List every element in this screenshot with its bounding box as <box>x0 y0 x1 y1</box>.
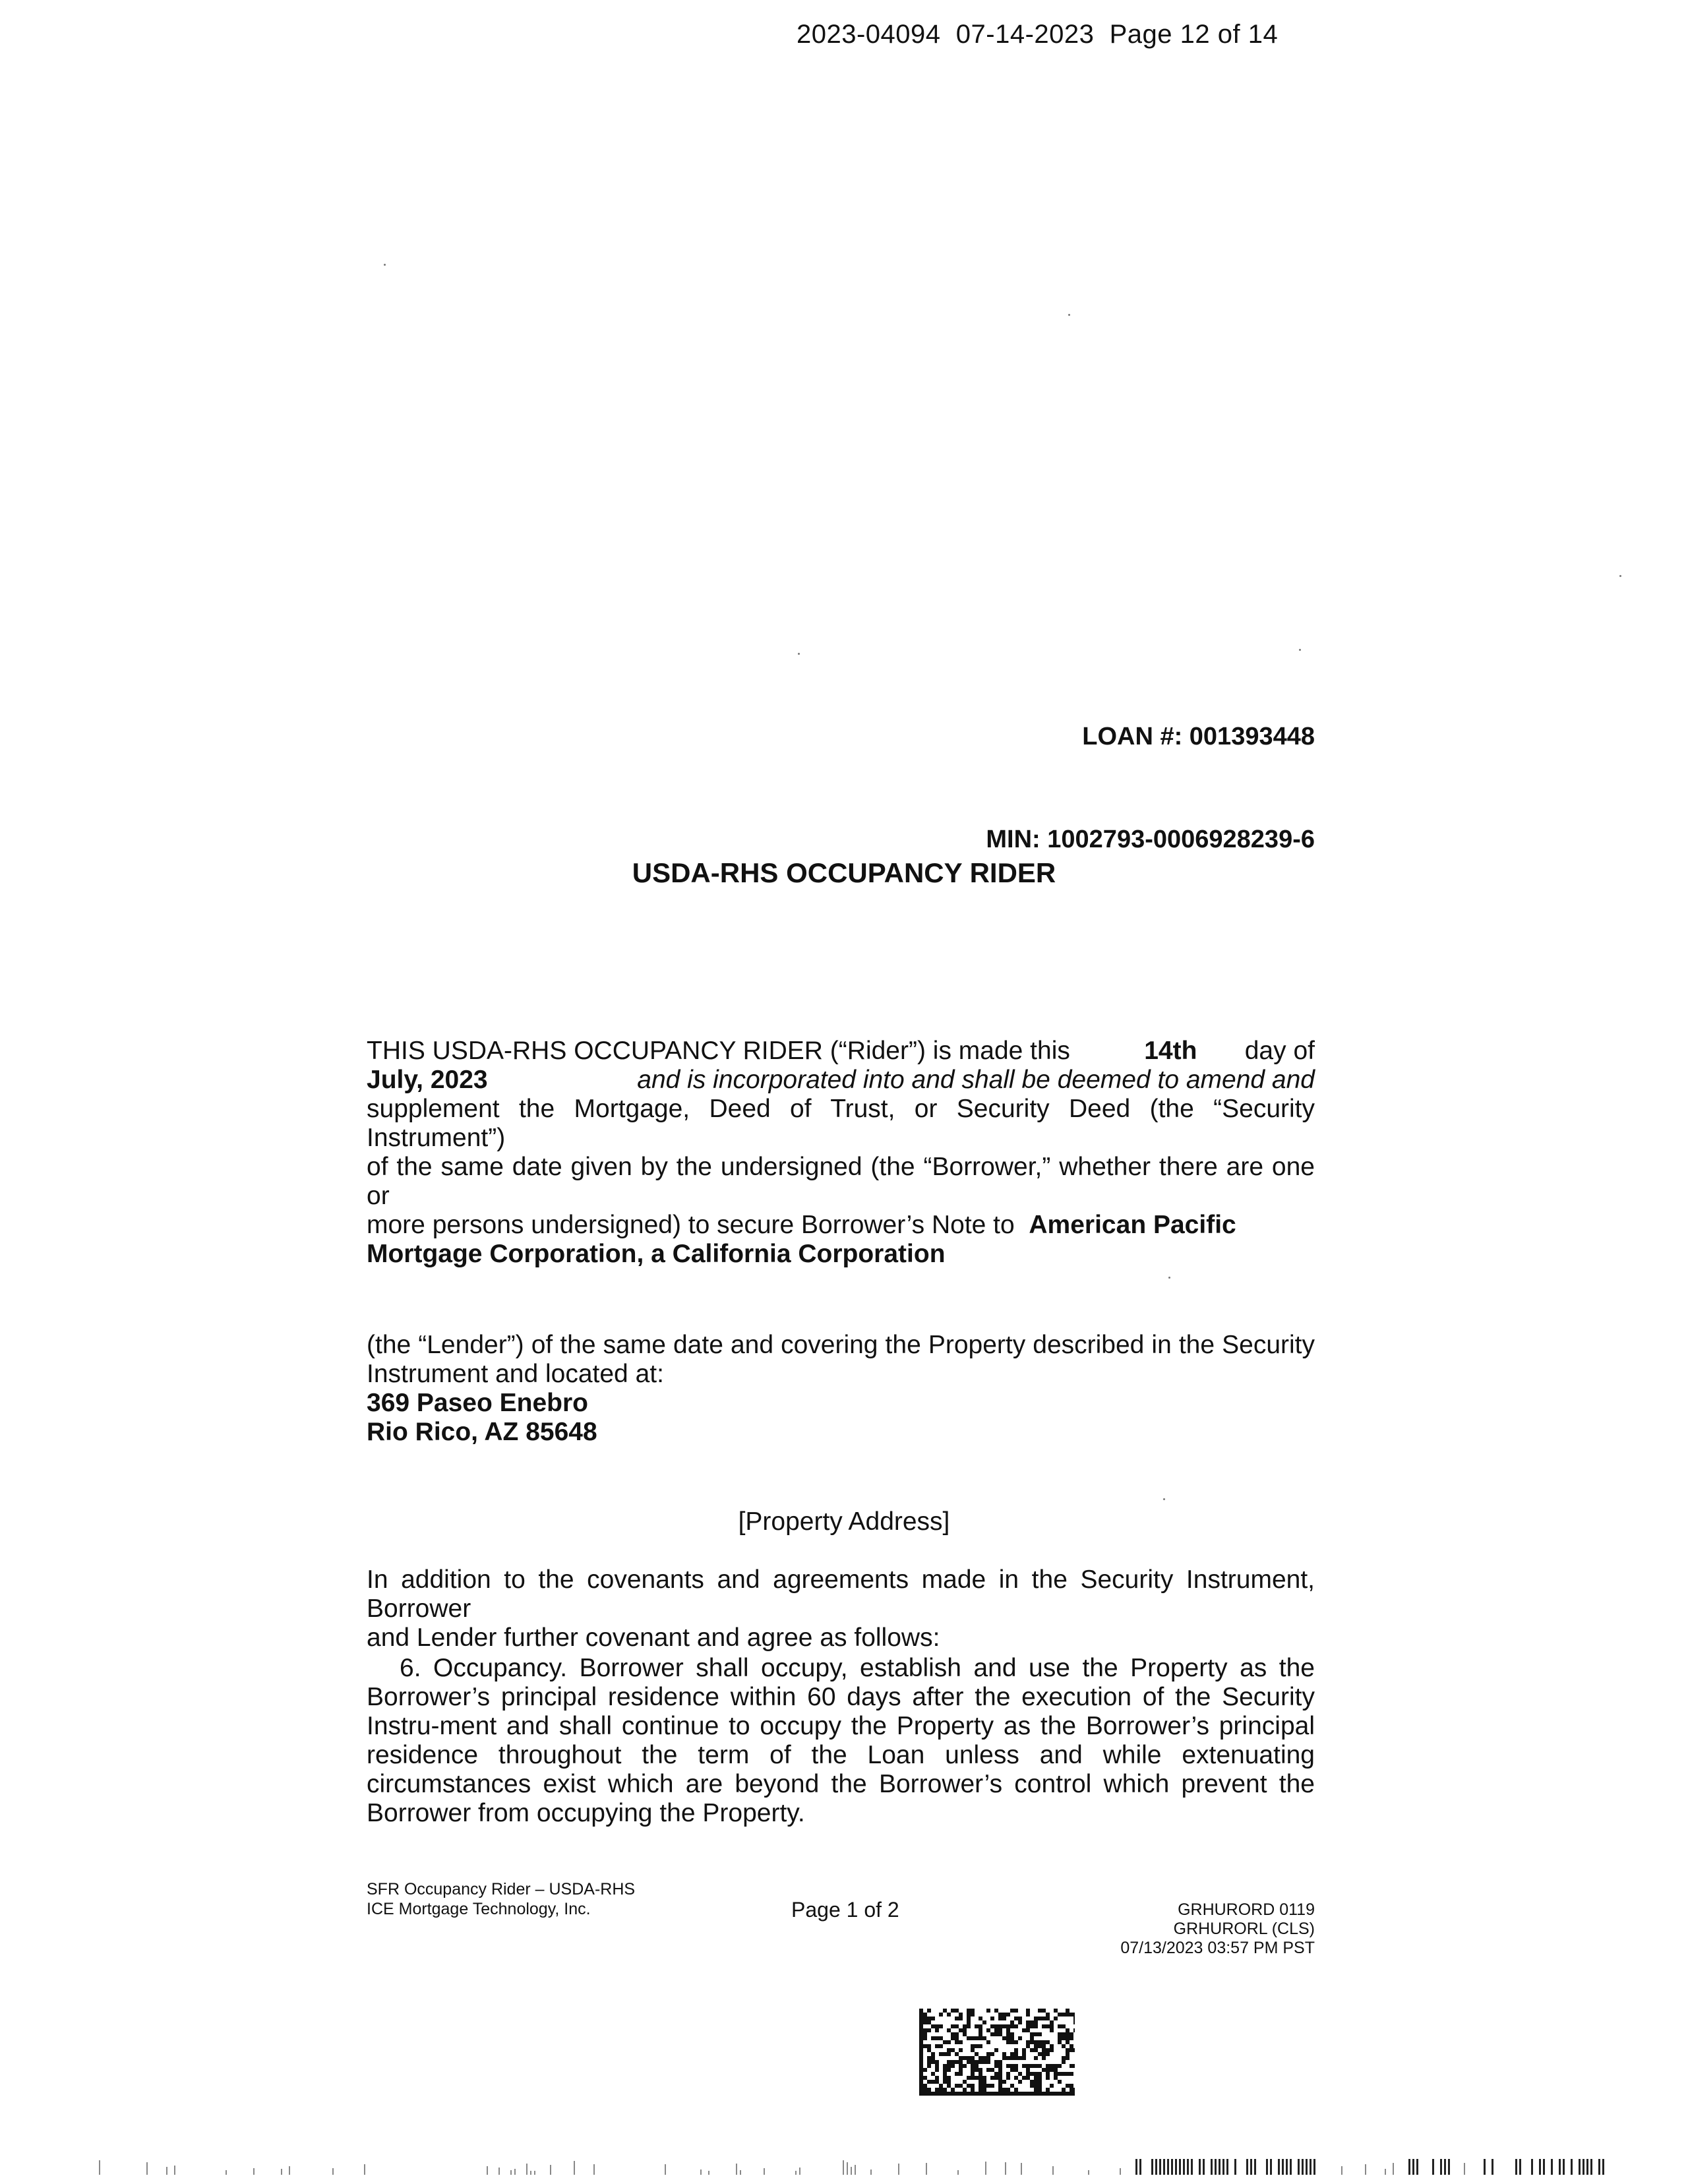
scan-speck <box>384 264 386 266</box>
form-timestamp: 07/13/2023 03:57 PM PST <box>1120 1939 1315 1957</box>
document-title <box>0 857 1688 889</box>
covenants-line-1: In addition to the covenants and agreements made in the Security Instrument, Borrower <box>367 1565 1315 1623</box>
recording-stamp: 2023-04094 07-14-2023 Page 12 of 14 <box>797 20 1279 49</box>
note-text: more persons undersigned) to secure Borrower’s Note to <box>367 1211 1015 1239</box>
2d-barcode-icon <box>919 2009 1075 2096</box>
intro-paragraph <box>367 1037 1315 1269</box>
property-city-state-zip: Rio Rico, AZ 85648 <box>367 1418 597 1446</box>
lender-clause-line-1: (the “Lender”) of the same date and covering the Property described in the Security <box>367 1331 1315 1359</box>
lender-clause-line-2: Instrument and located at: <box>367 1360 664 1388</box>
form-company: ICE Mortgage Technology, Inc. <box>367 1900 591 1918</box>
intro-line-2 <box>367 1066 1315 1095</box>
intro-text: THIS USDA-RHS OCCUPANCY RIDER (“Rider”) is made this <box>367 1037 1070 1065</box>
rider-month-year: July, 2023 <box>367 1066 488 1094</box>
intro-line-5 <box>367 1211 1315 1240</box>
property-street: 369 Paseo Enebro <box>367 1389 588 1417</box>
form-code-2: GRHURORL (CLS) <box>1173 1920 1315 1938</box>
day-of-text: day of <box>1244 1037 1315 1065</box>
property-address-label: [Property Address] <box>738 1507 950 1536</box>
scan-speck <box>1068 314 1070 316</box>
lender-name-part-1: American Pacific <box>1029 1211 1236 1239</box>
intro-line-1 <box>367 1037 1315 1066</box>
scan-speck <box>1299 649 1301 651</box>
intro-line-4: of the same date given by the undersigned (the “Borrower,” whether there are one or <box>367 1153 1315 1210</box>
covenants-intro <box>367 1565 1315 1653</box>
min-number: MIN: 1002793-0006928239-6 <box>986 826 1315 853</box>
footer-page-number: Page 1 of 2 <box>791 1898 899 1922</box>
scan-speck <box>1619 575 1621 577</box>
document-title-text: USDA-RHS OCCUPANCY RIDER <box>632 857 1056 888</box>
intro-line-3: supplement the Mortgage, Deed of Trust, or Security Deed (the “Security Instrument”) <box>367 1095 1315 1152</box>
scan-speck <box>1163 1498 1165 1500</box>
form-code-1: GRHURORD 0119 <box>1178 1900 1315 1919</box>
scan-barcode-strip <box>0 2155 1688 2175</box>
scan-speck <box>798 653 800 655</box>
loan-number: LOAN #: 001393448 <box>1082 723 1315 750</box>
footer-left <box>367 1879 635 1919</box>
footer-right <box>1120 1900 1315 1958</box>
rider-day: 14th <box>1144 1037 1197 1065</box>
lender-name-part-2: Mortgage Corporation, a California Corporation <box>367 1240 946 1268</box>
covenants-line-2: and Lender further covenant and agree as follows: <box>367 1623 940 1652</box>
scan-speck <box>1168 1277 1170 1279</box>
occupancy-paragraph: 6. Occupancy. Borrower shall occupy, establish and use the Property as the Borrower’s principal residence within 60 days after the execution of the Security Instru-ment and shall continue to occupy the Property as the Borrower’s principal residence throughout the term of the Loan unless and while extenuating circumstances exist which are beyond the Borrower’s control which prevent the Borrower from occupying the Property. <box>367 1654 1315 1827</box>
lender-clause <box>367 1331 1315 1447</box>
form-name: SFR Occupancy Rider – USDA-RHS <box>367 1880 636 1898</box>
incorporated-text: and is incorporated into and shall be deemed to amend and <box>637 1066 1315 1094</box>
